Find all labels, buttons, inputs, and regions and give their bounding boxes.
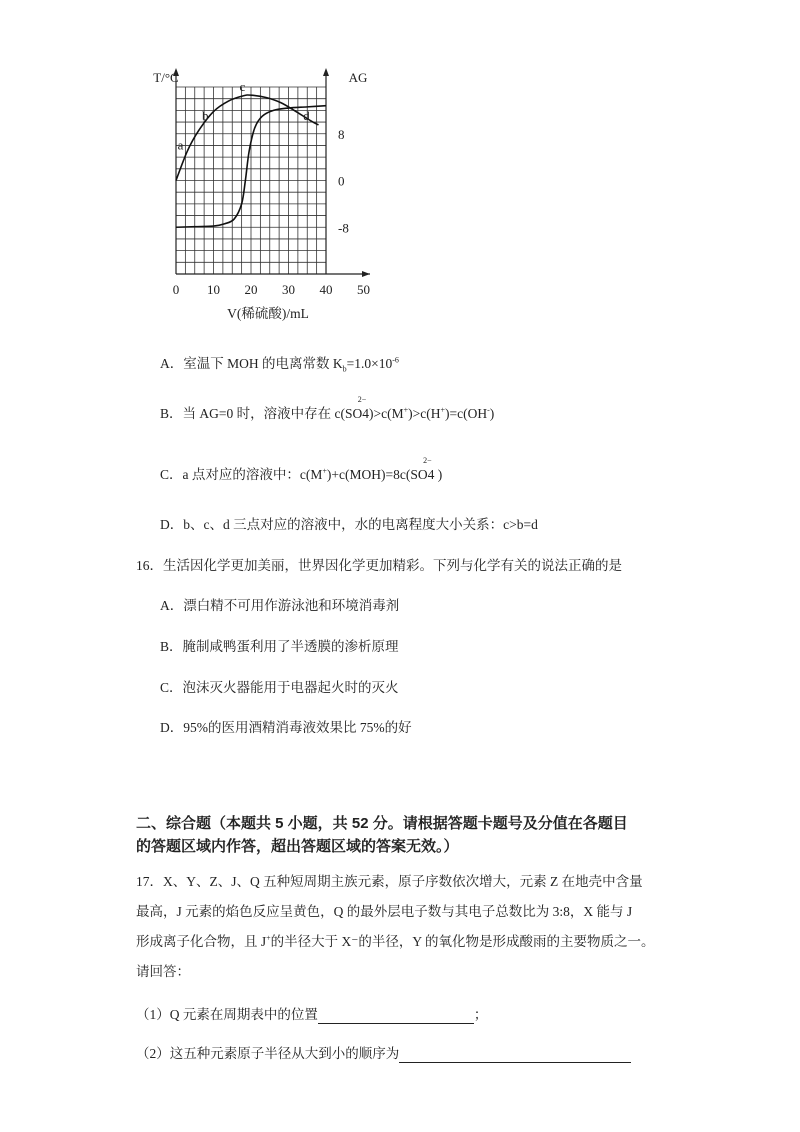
point-label-d: d — [303, 108, 310, 124]
point-label-b: b — [202, 108, 209, 124]
question-17-part1: （1）Q 元素在周期表中的位置 ； — [136, 1007, 488, 1022]
question-16-stem: 16．生活因化学更加美丽，世界因化学更加精彩。下列与化学有关的说法正确的是 — [136, 558, 622, 573]
x-axis-title: V(稀硫酸)/mL — [227, 306, 309, 321]
section-2-heading-line1: 二、综合题（本题共 5 小题，共 52 分。请根据答题卡题号及分值在各题目 — [136, 815, 628, 832]
question-17-part2: （2）这五种元素原子半径从大到小的顺序为 — [136, 1045, 631, 1063]
option-16-a: A．漂白精不可用作游泳池和环境消毒剂 — [160, 598, 400, 613]
question-17-line2: 最高，J 元素的焰色反应呈黄色，Q 的最外层电子数与其电子总数比为 3:8，X 能与 J — [136, 904, 633, 919]
section-2-heading-line2: 的答题区域内作答，超出答题区域的答案无效。） — [136, 838, 459, 855]
option-15-a: A．室温下 MOH 的电离常数 $K_b=1.0\times 10^{-6}$ — [160, 355, 399, 374]
option-15-d: D．b、c、d 三点对应的溶液中，水的电离程度大小关系：c>b=d — [160, 517, 538, 532]
x-tick-label: 40 — [319, 282, 333, 297]
titration-chart — [150, 60, 410, 330]
y-right-tick-label: 8 — [338, 126, 345, 142]
option-16-b: B．腌制咸鸭蛋利用了半透膜的渗析原理 — [160, 639, 399, 654]
answer-blank-1[interactable] — [318, 1008, 474, 1024]
y-right-axis-title: AG — [348, 70, 368, 85]
x-tick-label: 50 — [357, 282, 370, 297]
option-16-d: D．95%的医用酒精消毒液效果比 75%的好 — [160, 720, 412, 735]
x-tick-label: 30 — [282, 282, 295, 297]
chart-ticks — [173, 127, 370, 297]
option-15-c: C．a 点对应的溶液中：c(M+)+c(MOH)=8c(SO 2− 4 ) — [160, 456, 443, 482]
answer-blank-2[interactable] — [399, 1047, 631, 1063]
y-left-axis-title: T/°C — [153, 70, 179, 85]
question-17-line3: 形成离子化合物，且 J+的半径大于 X⁻的半径，Y 的氧化物是形成酸雨的主要物质之一。 — [136, 933, 655, 949]
x-tick-label: 0 — [172, 282, 180, 297]
option-15-b: B．当 AG=0 时，溶液中存在 c(SO 2− 4)>c(M+)>c(H+)=c(OH-) — [160, 395, 495, 421]
x-axis-arrow — [362, 271, 370, 277]
point-label-c: c — [239, 78, 246, 94]
x-tick-label: 20 — [244, 282, 258, 297]
y-right-tick-label: 0 — [338, 173, 345, 189]
y-axis-right-arrow — [323, 68, 329, 76]
question-17-line4: 请回答： — [136, 964, 190, 979]
question-17-line1: 17．X、Y、Z、J、Q 五种短周期主族元素，原子序数依次增大，元素 Z 在地壳中含量 — [136, 874, 643, 889]
option-16-c: C．泡沫灭火器能用于电器起火时的灭火 — [160, 680, 399, 695]
x-tick-label: 10 — [207, 282, 220, 297]
point-label-a: a — [177, 137, 184, 153]
y-right-tick-label: -8 — [338, 220, 349, 236]
